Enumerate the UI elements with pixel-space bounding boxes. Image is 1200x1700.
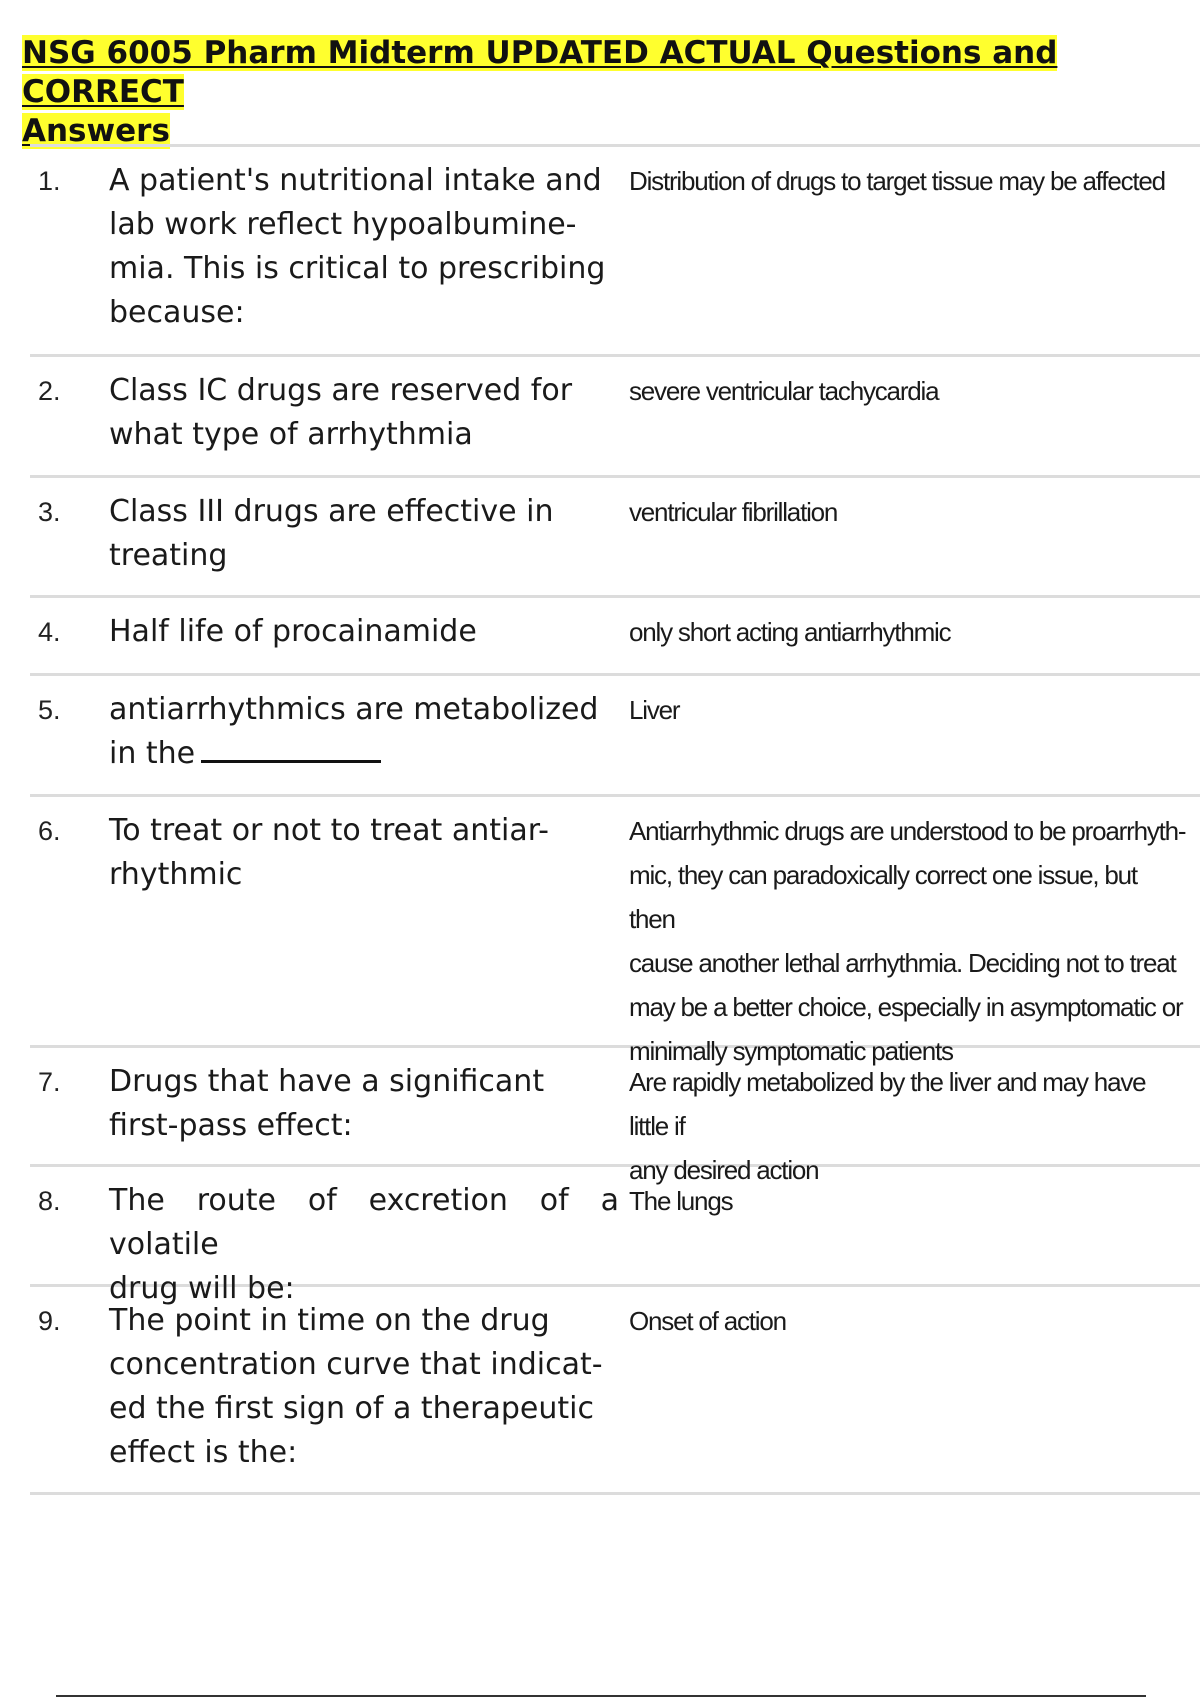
question-text: Class III drugs are effective in treating xyxy=(109,494,554,573)
qa-row xyxy=(30,147,1200,357)
document-title xyxy=(22,34,1142,151)
question-text: Class IC drugs are reserved for what type of arrhythmia xyxy=(109,373,573,452)
document-title-line-1: NSG 6005 Pharm Midterm UPDATED ACTUAL Questions and CORRECT xyxy=(22,35,1058,110)
answer-text: severe ventricular tachycardia xyxy=(629,376,939,406)
question-number: 7. xyxy=(38,1067,61,1097)
document-title-line-2: Answers xyxy=(22,113,170,149)
answer-text: Onset of action xyxy=(629,1306,786,1336)
fill-in-blank xyxy=(201,738,381,763)
question-number: 8. xyxy=(38,1186,61,1216)
answer-text: Antiarrhythmic drugs are understood to be proarrhyth- mic, they can paradoxically correct one issue, but then cause another lethal arrhythmia. Deciding not to treat may be a better choice, especially in asymptomatic or minimally symptomatic patients xyxy=(629,816,1186,1066)
question-number: 1. xyxy=(38,166,61,196)
question-number: 9. xyxy=(38,1306,61,1336)
question-number: 5. xyxy=(38,695,61,725)
question-text: A patient's nutritional intake and lab work reflect hypoalbumine- mia. This is critical to prescribing because: xyxy=(109,163,606,330)
footer-divider xyxy=(56,1695,1146,1697)
question-text: Drugs that have a significant first-pass effect: xyxy=(109,1064,545,1143)
qa-table xyxy=(30,144,1200,1495)
question-number: 6. xyxy=(38,816,61,846)
qa-row xyxy=(30,357,1200,478)
qa-row xyxy=(30,797,1200,1066)
qa-row xyxy=(30,1167,1200,1306)
answer-text: only short acting antiarrhythmic xyxy=(629,617,951,647)
question-text: The point in time on the drug concentration curve that indicat- ed the first sign of a therapeutic effect is the: xyxy=(109,1303,603,1470)
question-number: 2. xyxy=(38,376,61,406)
question-text: antiarrhythmics are metabolized in the xyxy=(109,692,599,771)
answer-text: Distribution of drugs to target tissue may be affected xyxy=(629,166,1165,196)
answer-text: Are rapidly metabolized by the liver and may have little if any desired action xyxy=(629,1067,1146,1185)
qa-row xyxy=(30,1048,1200,1185)
question-number: 3. xyxy=(38,497,61,527)
question-text: To treat or not to treat antiar- rhythmic xyxy=(109,813,549,892)
question-text: The route of excretion of a volatile drug will be: xyxy=(109,1183,619,1306)
answer-text: Liver xyxy=(629,695,680,725)
question-number: 4. xyxy=(38,617,61,647)
qa-row xyxy=(30,676,1200,797)
qa-row xyxy=(30,1287,1200,1495)
answer-text: The lungs xyxy=(629,1186,733,1216)
answer-text: ventricular fibrillation xyxy=(629,497,838,527)
qa-row xyxy=(30,478,1200,598)
question-text: Half life of procainamide xyxy=(109,614,477,649)
qa-row xyxy=(30,598,1200,676)
